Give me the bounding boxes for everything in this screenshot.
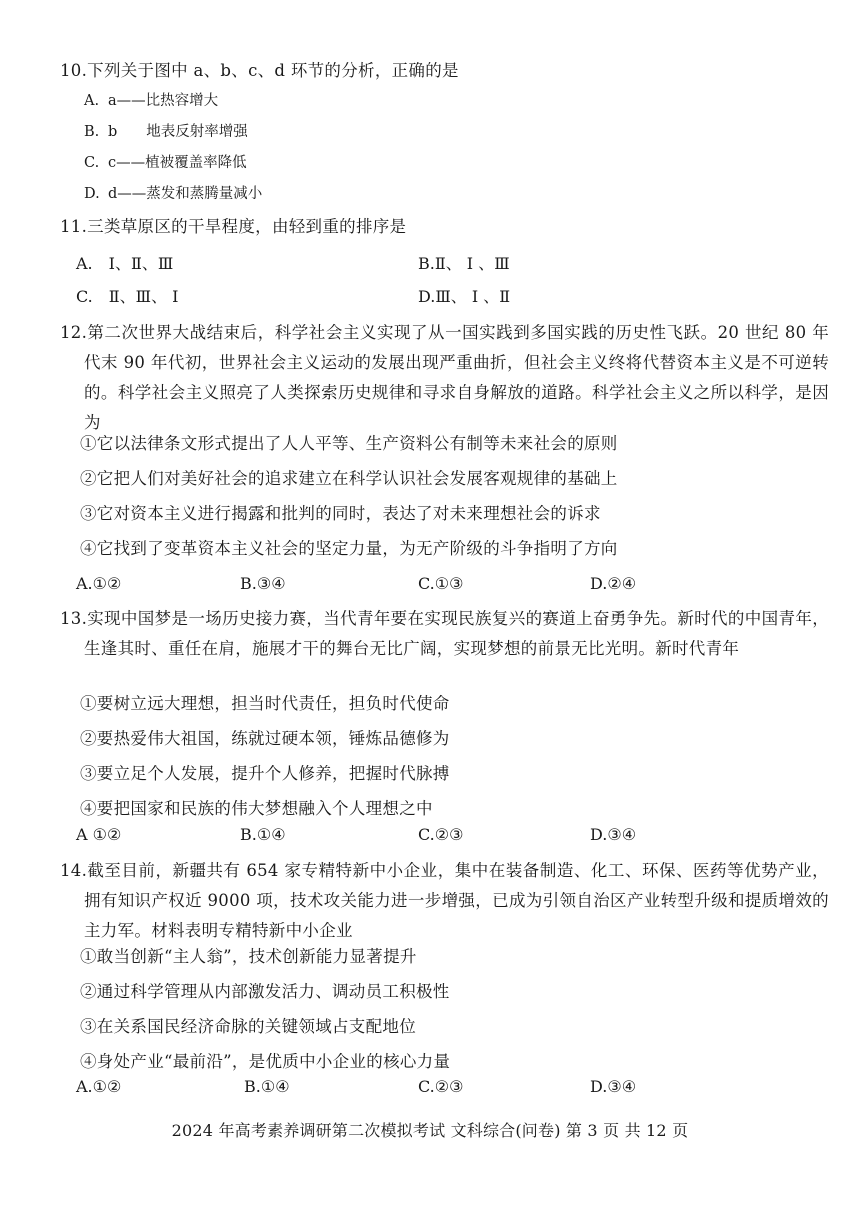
question-13-statement-2: ②要热爱伟大祖国，练就过硬本领，锤炼品德修为 xyxy=(80,729,450,748)
question-10-option-a xyxy=(84,90,218,112)
question-13-option-b: B.①④ xyxy=(240,825,286,844)
question-12-statement-3: ③它对资本主义进行揭露和批判的同时，表达了对未来理想社会的诉求 xyxy=(80,504,601,523)
question-14-option-a: A.①② xyxy=(76,1077,122,1096)
question-14-option-b: B.①④ xyxy=(244,1077,290,1096)
option-key: D. xyxy=(84,186,100,202)
question-12-statement-2: ②它把人们对美好社会的追求建立在科学认识社会发展客观规律的基础上 xyxy=(80,469,618,488)
question-14-option-d: D.③④ xyxy=(590,1077,637,1096)
question-11-option-b: B.Ⅱ、 Ⅰ 、Ⅲ xyxy=(418,254,510,273)
question-12-option-a: A.①② xyxy=(76,574,122,593)
question-13-option-d: D.③④ xyxy=(590,825,637,844)
question-12-statement-1: ①它以法律条文形式提出了人人平等、生产资料公有制等未来社会的原则 xyxy=(80,434,618,453)
option-text: a——比热容增大 xyxy=(108,93,219,109)
question-14-statement-1: ①敢当创新“主人翁”，技术创新能力显著提升 xyxy=(80,947,417,966)
question-13-option-c: C.②③ xyxy=(418,825,464,844)
question-11-option-c: C. Ⅱ、Ⅲ、 Ⅰ xyxy=(76,287,179,306)
option-text: b 地表反射率增强 xyxy=(108,124,248,140)
question-11-option-d: D.Ⅲ、 Ⅰ 、Ⅱ xyxy=(418,287,511,306)
question-13-statement-4: ④要把国家和民族的伟大梦想融入个人理想之中 xyxy=(80,799,433,818)
question-14-option-c: C.②③ xyxy=(418,1077,464,1096)
question-10-option-d xyxy=(84,183,262,205)
question-14-statement-4: ④身处产业“最前沿”，是优质中小企业的核心力量 xyxy=(80,1052,451,1071)
option-key: C. xyxy=(84,155,100,171)
question-10-stem: 10.下列关于图中 a、b、c、d 环节的分析，正确的是 xyxy=(60,61,459,80)
question-13-statement-3: ③要立足个人发展，提升个人修养，把握时代脉搏 xyxy=(80,764,450,783)
question-12-option-c: C.①③ xyxy=(418,574,464,593)
question-13-stem: 13.实现中国梦是一场历史接力赛，当代青年要在实现民族复兴的赛道上奋勇争先。新时代的中国青年，生逢其时、重任在肩，施展才干的舞台无比广阔，实现梦想的前景无比光明。新时代青年 xyxy=(60,609,829,658)
question-11-stem: 11.三类草原区的干旱程度，由轻到重的排序是 xyxy=(60,217,407,236)
question-13-statement-1: ①要树立远大理想，担当时代责任，担负时代使命 xyxy=(80,694,450,713)
question-14-stem: 14.截至目前，新疆共有 654 家专精特新中小企业，集中在装备制造、化工、环保、医药等优势产业，拥有知识产权近 9000 项，技术攻关能力进一步增强，已成为引领自治区产业转型升级和提质增效的主力军。材料表明专精特新中小企业 xyxy=(60,861,829,940)
option-text: c——植被覆盖率降低 xyxy=(108,155,247,171)
question-11-option-a: A. Ⅰ、Ⅱ、Ⅲ xyxy=(76,254,174,273)
question-12-statement-4: ④它找到了变革资本主义社会的坚定力量，为无产阶级的斗争指明了方向 xyxy=(80,539,618,558)
question-13-option-a: A ①② xyxy=(76,825,122,844)
page-footer: 2024 年高考素养调研第二次模拟考试 文科综合(问卷) 第 3 页 共 12 页 xyxy=(171,1121,689,1140)
option-key: A. xyxy=(84,93,100,109)
question-12-option-d: D.②④ xyxy=(590,574,637,593)
question-14-statement-3: ③在关系国民经济命脉的关键领域占支配地位 xyxy=(80,1017,416,1036)
option-key: B. xyxy=(84,124,100,140)
question-10-option-b xyxy=(84,121,248,143)
question-12-stem: 12.第二次世界大战结束后，科学社会主义实现了从一国实践到多国实践的历史性飞跃。20 世纪 80 年代末 90 年代初，世界社会主义运动的发展出现严重曲折，但社会主义终将代替资本主义是不可逆转的。科学社会主义照亮了人类探索历史规律和寻求自身解放的道路。科学社会主义之所以科学，是因为 xyxy=(60,323,829,432)
question-12-option-b: B.③④ xyxy=(240,574,286,593)
question-14-statement-2: ②通过科学管理从内部激发活力、调动员工积极性 xyxy=(80,982,450,1001)
option-text: d——蒸发和蒸腾量减小 xyxy=(108,186,263,202)
question-10-option-c xyxy=(84,152,247,174)
